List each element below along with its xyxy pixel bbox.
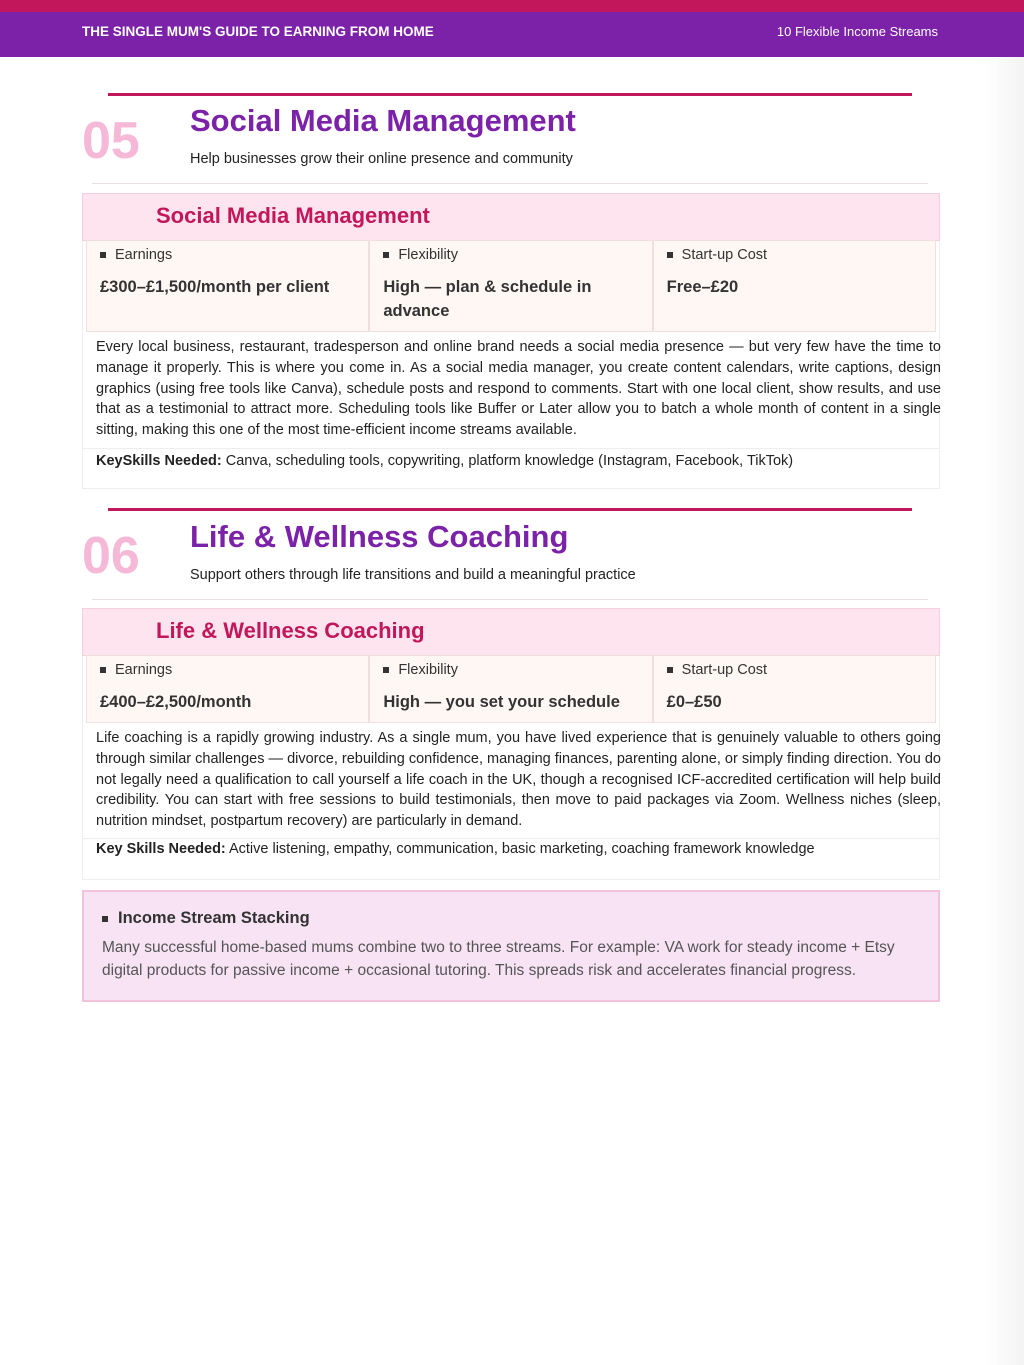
stat-earnings: [86, 655, 369, 723]
section-title: Life & Wellness Coaching: [190, 519, 569, 554]
stat-value: High — plan & schedule in advance: [383, 278, 592, 320]
tip-title: Income Stream Stacking: [118, 909, 310, 927]
card-title: Life & Wellness Coaching: [156, 618, 425, 643]
stat-label: Start-up Cost: [681, 247, 768, 263]
stat-value: High — you set your schedule: [383, 693, 620, 711]
guide-title: THE SINGLE MUM'S GUIDE TO EARNING FROM HOME: [82, 24, 434, 39]
stat-label: Start-up Cost: [681, 662, 768, 678]
key-skills: [96, 841, 815, 857]
section-subtitle: Help businesses grow their online presence and community: [190, 151, 573, 167]
section-title: Social Media Management: [190, 103, 576, 138]
stat-label: Earnings: [115, 247, 173, 263]
stat-label: Flexibility: [398, 662, 458, 678]
tip-text: Many successful home-based mums combine two to three streams. For example: VA work for steady income + Etsy digital products for passive income + occasional tutoring. This spreads risk and accelerates financial progress.: [102, 939, 895, 979]
key-skills-text: Active listening, empathy, communication, basic marketing, coaching framework knowledge: [225, 841, 815, 857]
stat-value: £0–£50: [666, 693, 722, 711]
stat-label: Flexibility: [398, 247, 458, 263]
card-title: Social Media Management: [156, 203, 430, 228]
bullet-square-icon: [383, 667, 389, 673]
card-header: [82, 608, 940, 656]
tip-callout: [82, 890, 940, 1002]
skills-divider: [82, 838, 940, 839]
stat-value: £300–£1,500/month per client: [100, 278, 330, 296]
page-edge-shadow: [984, 57, 1024, 1365]
bullet-square-icon: [667, 667, 673, 673]
section-body: Life coaching is a rapidly growing industry. As a single mum, you have lived experience that is genuinely valuable to others going through similar challenges — divorce, rebuilding confidence, managing finances, parenting alone, or simply finding direction. You do not legally need a qualification to call yourself a life coach in the UK, though a recognised ICF-accredited certification will help build credibility. You can start with free sessions to build testimonials, then move to paid packages via Zoom. Wellness niches (sleep, nutrition mindset, postpartum recovery) are particularly in demand.: [96, 730, 941, 830]
bullet-square-icon: [102, 916, 108, 922]
section-divider: [92, 599, 928, 600]
section-body: Every local business, restaurant, tradesperson and online brand needs a social media presence — but very few have the time to manage it properly. This is where you come in. As a social media manager, you create content calendars, write captions, design graphics (using free tools like Canva), schedule posts and respond to comments. Start with one local client, show results, and use that as a testimonial to attract more. Scheduling tools like Buffer or Later allow you to batch a whole month of content in a single sitting, making this one of the most time-efficient income streams available.: [96, 339, 941, 439]
bullet-square-icon: [100, 667, 106, 673]
section-subtitle: Support others through life transitions and build a meaningful practice: [190, 567, 636, 583]
stat-flexibility: [369, 655, 652, 723]
section-number: 06: [82, 527, 140, 585]
section-number: 05: [82, 112, 140, 170]
chapter-title: 10 Flexible Income Streams: [776, 24, 938, 39]
section-06: [82, 0, 940, 890]
stat-startup-cost: [653, 655, 936, 723]
key-skills-label: KeySkills Needed:: [96, 453, 222, 469]
stat-label: Earnings: [115, 662, 173, 678]
key-skills-label: Key Skills Needed:: [96, 841, 226, 857]
section-top-rule: [108, 508, 912, 511]
key-skills-text: Canva, scheduling tools, copywriting, platform knowledge (Instagram, Facebook, TikTok): [221, 453, 794, 469]
stat-value: Free–£20: [666, 278, 739, 296]
stat-value: £400–£2,500/month: [100, 693, 252, 711]
stats-row: [86, 655, 936, 723]
